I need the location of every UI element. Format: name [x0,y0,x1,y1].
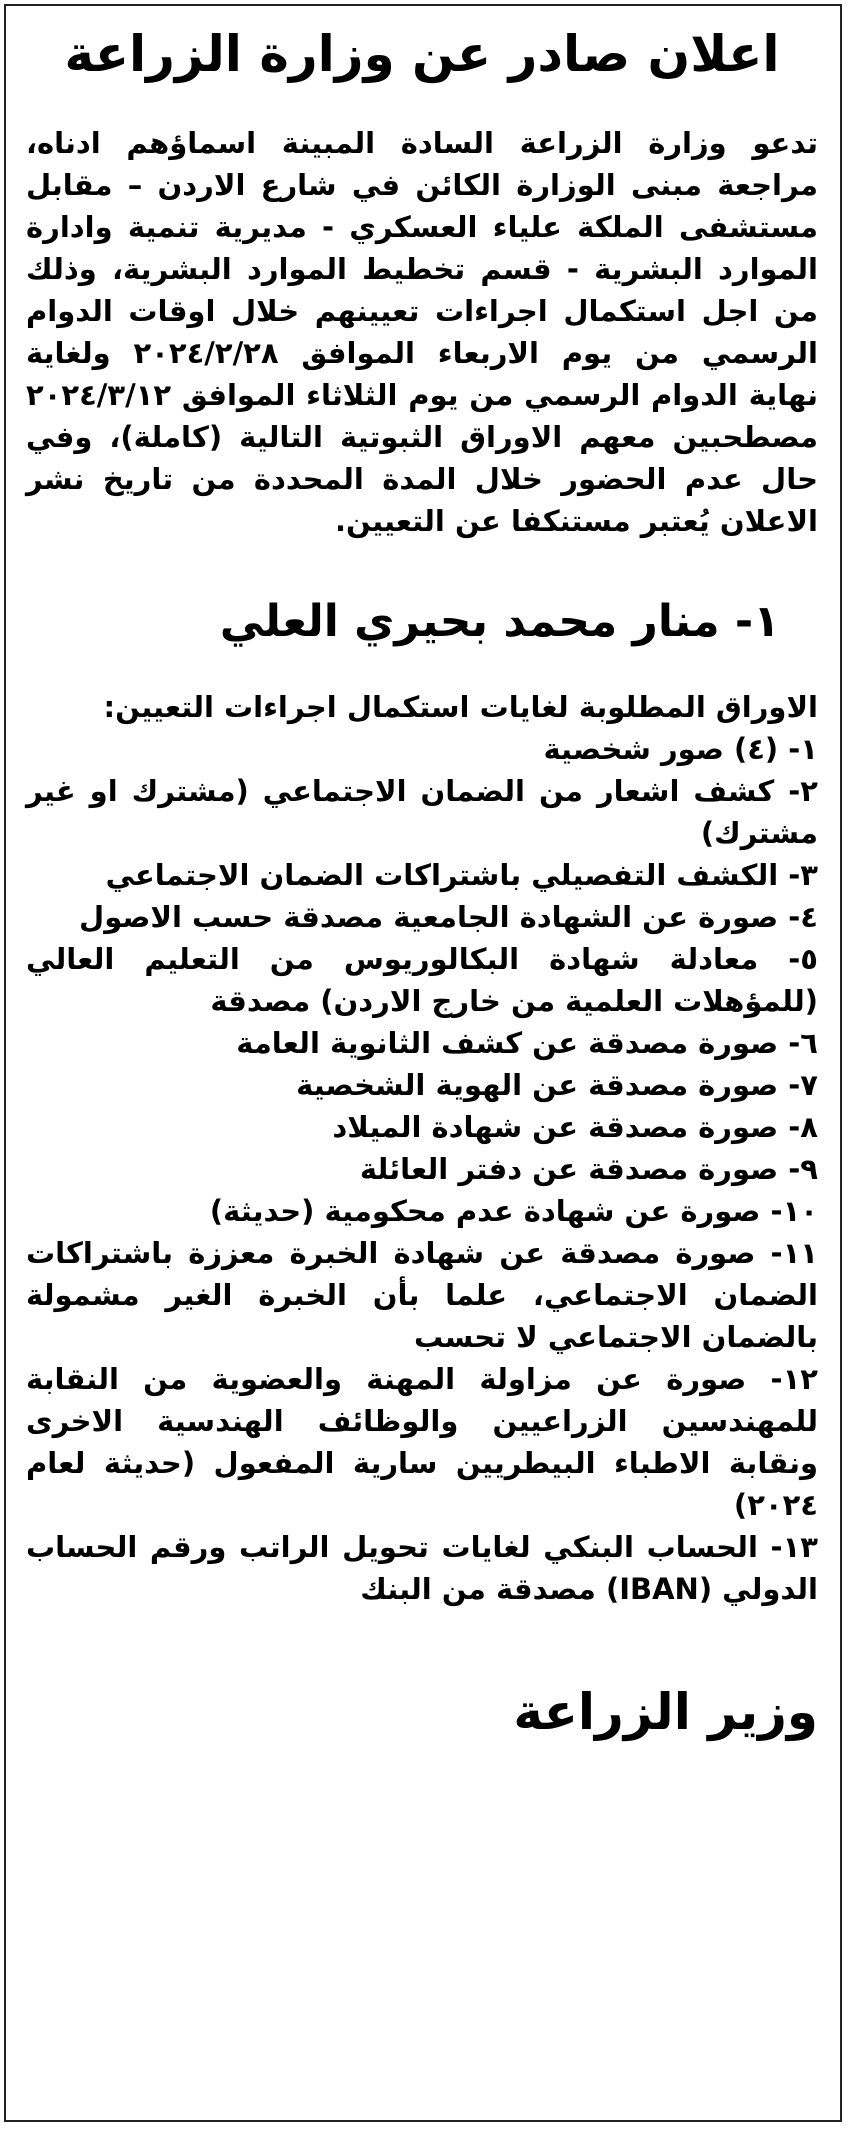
requirement-item: ٨- صورة مصدقة عن شهادة الميلاد [332,1110,818,1144]
requirement-item: ١١- صورة مصدقة عن شهادة الخبرة معززة باشتراكات الضمان الاجتماعي، علما بأن الخبرة الغير مشمولة بالضمان الاجتماعي لا تحسب [26,1236,818,1354]
requirement-item: ١٣- الحساب البنكي لغايات تحويل الراتب ورقم الحساب الدولي (IBAN) مصدقة من البنك [26,1530,818,1606]
announcement-frame [4,4,842,2122]
requirements-heading: الاوراق المطلوبة لغايات استكمال اجراءات التعيين: [103,690,818,724]
signature-minister: وزير الزراعة [513,1683,818,1741]
requirement-item: ١٠- صورة عن شهادة عدم محكومية (حديثة) [209,1194,818,1228]
requirement-item: ٧- صورة مصدقة عن الهوية الشخصية [296,1068,818,1102]
requirement-item: ٤- صورة عن الشهادة الجامعية مصدقة حسب الاصول [79,900,818,934]
requirement-item: ٣- الكشف التفصيلي باشتراكات الضمان الاجتماعي [105,858,818,892]
requirement-item: ٥- معادلة شهادة البكالوريوس من التعليم العالي (للمؤهلات العلمية من خارج الاردن) مصدقة [26,942,818,1018]
requirement-item: ٩- صورة مصدقة عن دفتر العائلة [359,1152,818,1186]
requirements-list [26,728,818,1610]
announcement-intro: تدعو وزارة الزراعة السادة المبينة اسماؤهم ادناه، مراجعة مبنى الوزارة الكائن في شارع الاردن – مقابل مستشفى الملكة علياء العسكري - مديرية تنمية وادارة الموارد البشرية - قسم تخطيط الموارد البشرية، وذلك من اجل استكمال اجراءات تعيينهم خلال اوقات الدوام الرسمي من يوم الاربعاء الموافق ٢٠٢٤/٢/٢٨ ولغاية نهاية الدوام الرسمي من يوم الثلاثاء الموافق ٢٠٢٤/٣/١٢ مصطحبين معهم الاوراق الثبوتية التالية (كاملة)، وفي حال عدم الحضور خلال المدة المحددة من تاريخ نشر الاعلان يُعتبر مستنكفا عن التعيين. [26,126,818,538]
announcement-title: اعلان صادر عن وزارة الزراعة [64,25,780,83]
requirement-item: ١- (٤) صور شخصية [543,732,818,766]
requirement-item: ١٢- صورة عن مزاولة المهنة والعضوية من النقابة للمهندسين الزراعيين والوظائف الهندسية الاخرى ونقابة الاطباء البيطريين سارية المفعول (حديثة لعام ٢٠٢٤) [26,1362,818,1522]
requirement-item: ٢- كشف اشعار من الضمان الاجتماعي (مشترك او غير مشترك) [26,774,818,850]
candidate-name: ١- منار محمد بحيري العلي [219,596,780,647]
requirement-item: ٦- صورة مصدقة عن كشف الثانوية العامة [236,1026,818,1060]
